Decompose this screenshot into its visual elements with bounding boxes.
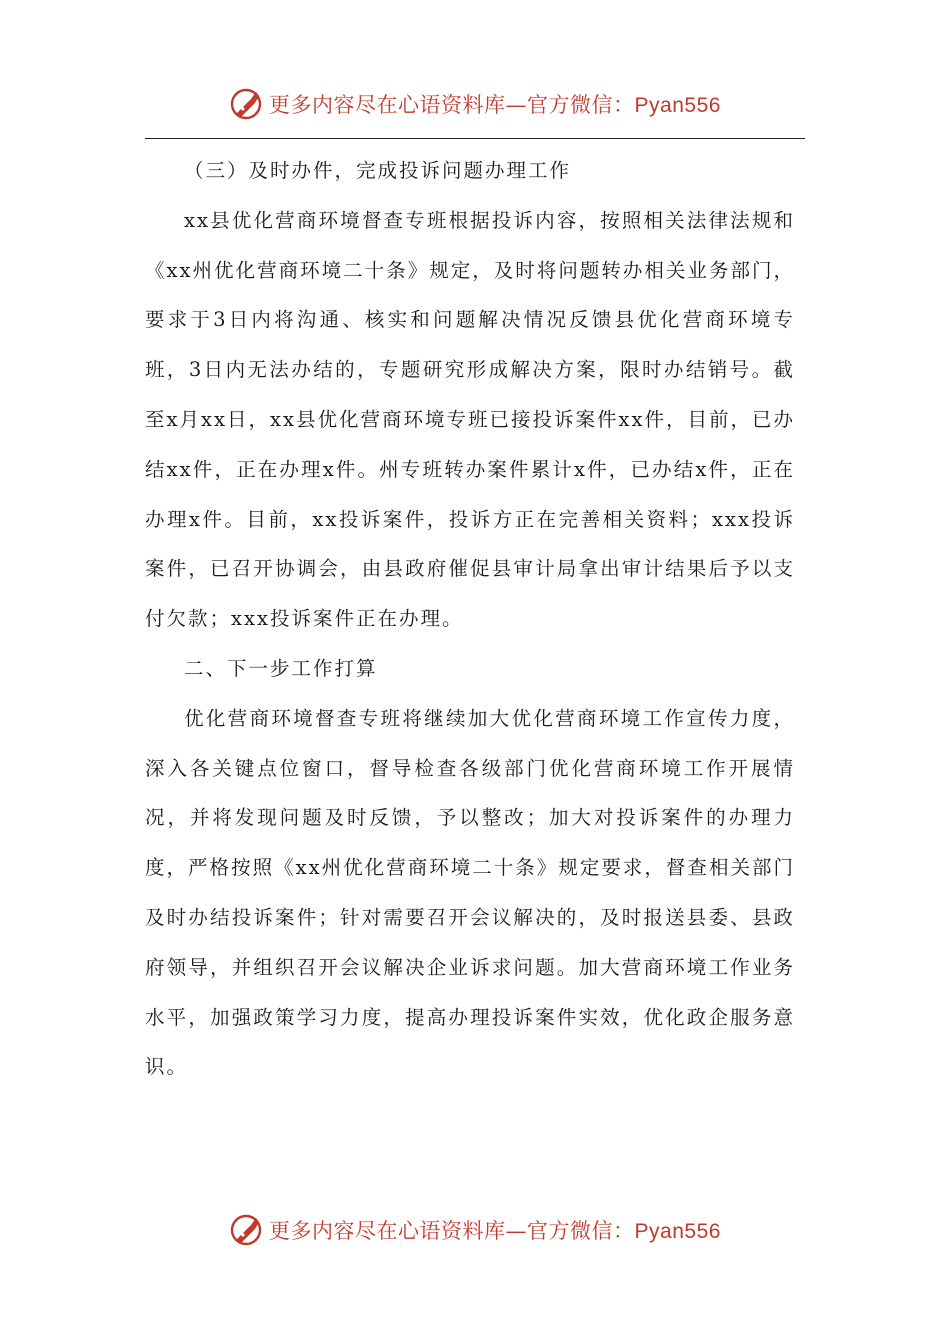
pen-nib-logo-icon <box>229 1213 263 1247</box>
watermark-label: 更多内容尽在心语资料库—官方微信： <box>269 93 635 117</box>
footer-watermark <box>0 1208 950 1252</box>
body-paragraph: xx县优化营商环境督查专班根据投诉内容，按照相关法律法规和《xx州优化营商环境二十条》规定，及时将问题转办相关业务部门，要求于3日内将沟通、核实和问题解决情况反馈县优化营商环境专班，3日内无法办结的，专题研究形成解决方案，限时办结销号。截至x月xx日，xx县优化营商环境专班已接投诉案件xx件，目前，已办结xx件，正在办理x件。州专班转办案件累计x件，已办结x件，正在办理x件。目前，xx投诉案件，投诉方正在完善相关资料；xxx投诉案件，已召开协调会，由县政府催促县审计局拿出审计结果后予以支付欠款；xxx投诉案件正在办理。 <box>145 208 795 631</box>
watermark-label: 更多内容尽在心语资料库—官方微信： <box>269 1219 635 1243</box>
body-paragraph: 优化营商环境督查专班将继续加大优化营商环境工作宣传力度，深入各关键点位窗口，督导检查各级部门优化营商环境工作开展情况，并将发现问题及时反馈，予以整改；加大对投诉案件的办理力度，严格按照《xx州优化营商环境二十条》规定要求，督查相关部门及时办结投诉案件；针对需要召开会议解决的，及时报送县委、县政府领导，并组织召开会议解决企业诉求问题。加大营商环境工作业务水平，加强政策学习力度，提高办理投诉案件实效，优化政企服务意识。 <box>145 706 795 1079</box>
document-body <box>145 146 795 1092</box>
section-heading-3: （三）及时办件，完成投诉问题办理工作 <box>184 159 572 182</box>
section-heading-next-steps: 二、下一步工作打算 <box>184 656 378 680</box>
wechat-id: Pyan556 <box>634 94 721 117</box>
watermark-text <box>269 89 721 119</box>
header-divider <box>145 138 805 139</box>
watermark-text <box>269 1215 721 1245</box>
wechat-id: Pyan556 <box>634 1220 721 1243</box>
header-watermark <box>0 82 950 126</box>
pen-nib-logo-icon <box>229 87 263 121</box>
